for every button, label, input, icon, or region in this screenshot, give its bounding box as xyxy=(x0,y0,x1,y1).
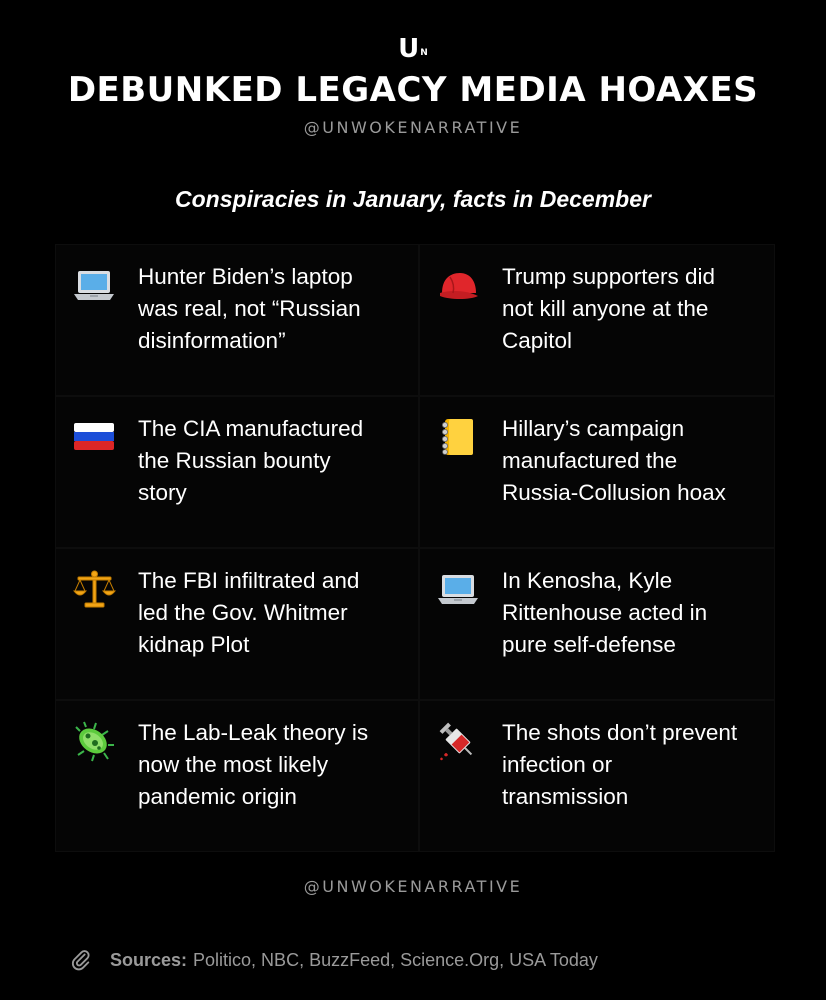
sources-line xyxy=(0,940,826,980)
red-cap-icon xyxy=(436,263,480,307)
hoax-grid xyxy=(55,244,775,852)
hoax-item xyxy=(419,700,775,852)
hoax-text: The FBI infiltrated and led the Gov. Whitmer kidnap Plot xyxy=(138,568,360,657)
laptop-icon xyxy=(436,567,480,611)
hoax-text: Trump supporters did not kill anyone at the Capitol xyxy=(502,264,716,353)
hoax-text: Hillary’s campaign manufactured the Russia-Collusion hoax xyxy=(502,416,726,505)
paperclip-icon xyxy=(70,949,92,971)
header-handle: @UNWOKENARRATIVE xyxy=(303,118,523,137)
hoax-item xyxy=(419,548,775,700)
hoax-text: Hunter Biden’s laptop was real, not “Russian disinformation” xyxy=(138,264,361,353)
logo-letter: U xyxy=(398,34,420,64)
balance-scale-icon xyxy=(72,567,116,611)
footer-handle: @UNWOKENARRATIVE xyxy=(303,877,523,896)
page-title: DEBUNKED LEGACY MEDIA HOAXES xyxy=(67,70,759,110)
logo-superscript: N xyxy=(420,48,428,58)
sources-list: Politico, NBC, BuzzFeed, Science.Org, USA Today xyxy=(193,949,598,970)
hoax-item xyxy=(55,396,419,548)
sources-label: Sources: xyxy=(110,949,188,970)
hoax-text: The CIA manufactured the Russian bounty story xyxy=(138,416,364,505)
microbe-icon xyxy=(72,719,116,763)
notebook-icon xyxy=(436,415,480,459)
hoax-text: The Lab-Leak theory is now the most likely pandemic origin xyxy=(138,720,369,809)
hoax-item xyxy=(419,244,775,396)
russia-flag-icon xyxy=(72,415,116,459)
hoax-item xyxy=(55,244,419,396)
hoax-item xyxy=(419,396,775,548)
brand-logo xyxy=(0,34,826,64)
hoax-item xyxy=(55,548,419,700)
hoax-text: The shots don’t prevent infection or transmission xyxy=(502,720,738,809)
laptop-icon xyxy=(72,263,116,307)
hoax-item xyxy=(55,700,419,852)
syringe-icon xyxy=(436,719,480,763)
subtitle: Conspiracies in January, facts in December xyxy=(175,186,651,212)
hoax-text: In Kenosha, Kyle Rittenhouse acted in pure self-defense xyxy=(502,568,708,657)
